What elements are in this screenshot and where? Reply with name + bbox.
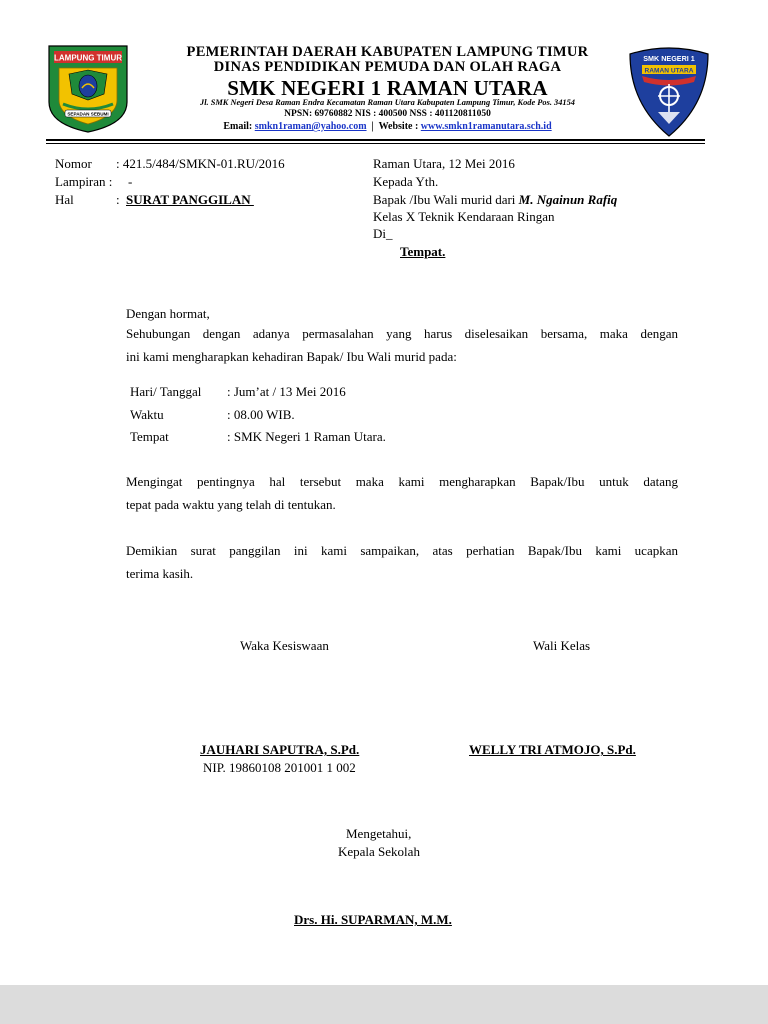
detail-label-date: Hari/ Tanggal xyxy=(130,384,202,399)
website-label: Website : xyxy=(378,121,419,132)
hal-label: Hal xyxy=(55,192,74,207)
place-date: Raman Utara, 12 Mei 2016 xyxy=(373,156,515,171)
detail-value-date: : Jum’at / 13 Mei 2016 xyxy=(227,384,346,399)
left-logo-motto: SEPADAN SEBUMI xyxy=(67,111,109,117)
department-name: DINAS PENDIDIKAN PEMUDA DAN OLAH RAGA xyxy=(213,59,562,75)
signature-right-title: Wali Kelas xyxy=(533,638,591,653)
student-name: M. Ngainun Rafiq xyxy=(518,192,618,207)
kepada-yth: Kepada Yth. xyxy=(373,174,439,189)
signature-left-name: JAUHARI SAPUTRA, S.Pd. xyxy=(200,742,360,757)
paragraph-1-line-2: ini kami mengharapkan kehadiran Bapak/ Ibu Wali murid pada: xyxy=(126,349,457,364)
right-logo-line2: RAMAN UTARA xyxy=(644,67,694,75)
paragraph-3-line-1: Demikian surat panggilan ini kami sampaikan, atas perhatian Bapak/Ibu kami ucapkan xyxy=(126,543,678,558)
paragraph-3-line-2: terima kasih. xyxy=(126,566,194,581)
recipient-line xyxy=(373,192,617,208)
signature-left-title: Waka Kesiswaan xyxy=(240,638,329,653)
tempat-heading: Tempat. xyxy=(400,244,446,259)
paragraph-2-line-2: tepat pada waktu yang telah di tentukan. xyxy=(126,497,336,512)
school-address: Jl. SMK Negeri Desa Raman Endra Kecamatan Raman Utara Kabupaten Lampung Timur, Kode Pos. 34154 xyxy=(200,98,575,107)
detail-label-time: Waktu xyxy=(130,407,164,422)
paragraph-1-line-1: Sehubungan dengan adanya permasalahan yang harus diselesaikan bersama, maka dengan xyxy=(126,326,678,341)
right-logo-line1: SMK NEGERI 1 xyxy=(643,54,695,63)
detail-value-time: : 08.00 WIB. xyxy=(227,407,295,422)
left-logo-text: LAMPUNG TIMUR xyxy=(54,53,122,63)
contact-separator: | xyxy=(371,121,374,132)
school-ids: NPSN: 69760882 NIS : 400500 NSS : 401120811050 xyxy=(284,109,491,119)
hal-colon: : xyxy=(116,192,120,207)
acknowledgement: Mengetahui, xyxy=(346,826,412,841)
smk-negeri-1-raman-utara-logo xyxy=(628,46,710,138)
nomor-label: Nomor xyxy=(55,156,92,171)
school-contact xyxy=(150,121,625,132)
principal-name: Drs. Hi. SUPARMAN, M.M. xyxy=(294,912,452,927)
letterhead-divider-thick xyxy=(46,139,705,141)
student-class: Kelas X Teknik Kendaraan Ringan xyxy=(373,209,555,224)
paragraph-2-line-1: Mengingat pentingnya hal tersebut maka kami mengharapkan Bapak/Ibu untuk datang xyxy=(126,474,678,489)
email-link[interactable]: smkn1raman@yahoo.com xyxy=(254,121,367,132)
email-label: Email: xyxy=(223,121,253,132)
lampiran-label: Lampiran : xyxy=(55,174,113,189)
signature-left-nip: NIP. 19860108 201001 1 002 xyxy=(203,760,356,775)
hal-subject: SURAT PANGGILAN xyxy=(126,192,254,207)
website-link[interactable]: www.smkn1ramanutara.sch.id xyxy=(420,121,552,132)
di-line: Di_ xyxy=(373,226,393,241)
nomor-value: : 421.5/484/SMKN-01.RU/2016 xyxy=(116,156,285,171)
letterhead-divider-thin xyxy=(46,143,705,144)
signature-right-name: WELLY TRI ATMOJO, S.Pd. xyxy=(469,742,636,757)
page-bottom-margin xyxy=(0,985,768,1024)
principal-title: Kepala Sekolah xyxy=(338,844,420,859)
recipient-prefix: Bapak /Ibu Wali murid dari xyxy=(373,192,519,207)
lampung-timur-emblem-logo xyxy=(47,44,129,134)
government-name: PEMERINTAH DAERAH KABUPATEN LAMPUNG TIMUR xyxy=(186,44,589,60)
detail-value-place: : SMK Negeri 1 Raman Utara. xyxy=(227,429,386,444)
detail-label-place: Tempat xyxy=(130,429,169,444)
lampiran-value: - xyxy=(128,174,133,189)
greeting: Dengan hormat, xyxy=(126,306,210,321)
school-name: SMK NEGERI 1 RAMAN UTARA xyxy=(227,76,548,100)
